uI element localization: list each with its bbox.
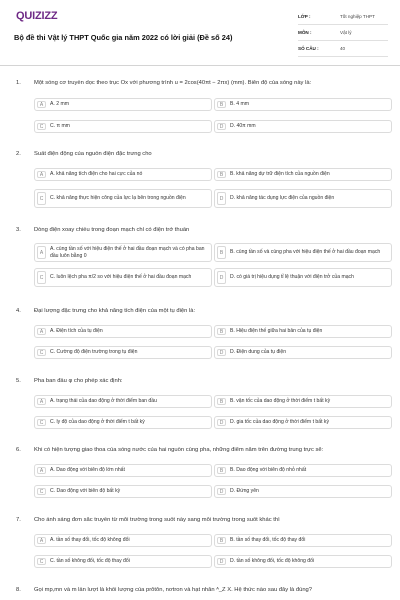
option-letter: B [217, 328, 226, 335]
meta-value: 40 [340, 46, 346, 51]
option-text: A. tần số thay đổi, tốc độ không đổi [50, 537, 130, 544]
option-letter: B [217, 398, 226, 405]
option-d[interactable] [214, 346, 392, 359]
option-text: B. Dao động với biên độ nhỏ nhất [230, 467, 307, 474]
option-text: C. khả năng thực hiện công của lực lạ bên trong nguồn điện [50, 195, 186, 202]
question-text: Dòng điện xoay chiều trong đoạn mạch chỉ có điện trở thuần [34, 227, 190, 233]
meta-row-class [298, 11, 388, 25]
option-a[interactable] [34, 98, 212, 111]
option-a[interactable] [34, 464, 212, 477]
option-text: D. có giá trị hiệu dụng tỉ lệ thuận với điện trở của mạch [230, 274, 354, 281]
option-letter: C [37, 123, 46, 130]
option-a[interactable] [34, 243, 212, 262]
question-text: Một sóng cơ truyền dọc theo trục Ox với phương trình u = 2cos(40πt − 2πx) (mm). Biên độ của sóng này là: [34, 80, 312, 86]
meta-value: Tốt nghiệp THPT [340, 14, 375, 19]
option-b[interactable] [214, 325, 392, 338]
option-text: B. vận tốc của dao động ở thời điểm t bất kỳ [230, 398, 331, 405]
option-c[interactable] [34, 189, 212, 208]
option-letter: B [217, 537, 226, 544]
question-text: Suất điện động của nguồn điện đặc trưng cho [34, 151, 152, 157]
option-text: C. π mm [50, 123, 70, 130]
option-c[interactable] [34, 120, 212, 133]
worksheet-meta [298, 11, 388, 59]
question-text: Khi có hiện tượng giao thoa của sóng nước của hai nguồn cùng pha, những điểm nằm trên đường trung trực sẽ: [34, 447, 324, 453]
option-letter: D [217, 558, 226, 565]
worksheet-header [0, 0, 400, 66]
option-letter: C [37, 419, 46, 426]
option-letter: D [217, 419, 226, 426]
option-a[interactable] [34, 534, 212, 547]
option-b[interactable] [214, 98, 392, 111]
option-letter: A [37, 467, 46, 474]
option-text: D. 40π mm [230, 123, 256, 130]
option-a[interactable] [34, 395, 212, 408]
option-d[interactable] [214, 555, 392, 568]
option-a[interactable] [34, 168, 212, 181]
question-number: 1. [16, 80, 21, 86]
option-text: C. luôn lệch pha π/2 so với hiệu điện thế ở hai đầu đoạn mạch [50, 274, 192, 281]
option-letter: B [217, 467, 226, 474]
question-number: 8. [16, 587, 21, 593]
option-d[interactable] [214, 189, 392, 208]
question-text: Pha ban đầu φ cho phép xác định: [34, 378, 123, 384]
option-b[interactable] [214, 464, 392, 477]
option-d[interactable] [214, 120, 392, 133]
option-text: B. cùng tần số và cùng pha với hiệu điện thế ở hai đầu đoạn mạch [230, 249, 381, 256]
option-letter: C [37, 192, 46, 205]
option-letter: A [37, 246, 46, 259]
option-letter: A [37, 328, 46, 335]
option-text: D. tần số không đổi, tốc độ không đổi [230, 558, 315, 565]
question-number: 4. [16, 308, 21, 314]
worksheet-title: Bộ đề thi Vật lý THPT Quốc gia năm 2022 có lời giải (Đề số 24) [14, 33, 233, 42]
option-letter: D [217, 349, 226, 356]
option-text: A. trạng thái của dao động ở thời điểm ban đầu [50, 398, 157, 405]
option-text: A. Điện tích của tụ điện [50, 328, 103, 335]
option-text: C. Cường độ điện trường trong tụ điện [50, 349, 138, 356]
option-letter: D [217, 271, 226, 284]
meta-value: Vật lý [340, 30, 352, 35]
meta-row-subject [298, 27, 388, 41]
option-text: A. 2 mm [50, 101, 69, 108]
meta-label: MÔN : [298, 30, 312, 35]
option-c[interactable] [34, 268, 212, 287]
quizizz-logo: QUIZIZZ [16, 10, 58, 22]
option-text: C. ly độ của dao động ở thời điểm t bất kỳ [50, 419, 145, 426]
option-b[interactable] [214, 395, 392, 408]
option-d[interactable] [214, 485, 392, 498]
option-letter: B [217, 101, 226, 108]
option-letter: C [37, 349, 46, 356]
option-text: C. Dao động với biên độ bất kỳ [50, 488, 121, 495]
meta-label: LỚP : [298, 14, 311, 19]
option-letter: C [37, 558, 46, 565]
option-text: B. khả năng dự trữ điện tích của nguồn điện [230, 171, 330, 178]
option-text: A. cùng tần số với hiệu điện thế ở hai đầu đoạn mạch và có pha ban đầu luôn bằng 0 [50, 246, 205, 259]
question-text: Cho ánh sáng đơn sắc truyền từ môi trường trong suốt này sang môi trường trong suốt khác thì [34, 517, 280, 523]
option-text: B. 4 mm [230, 101, 249, 108]
question-number: 3. [16, 227, 21, 233]
option-c[interactable] [34, 555, 212, 568]
option-c[interactable] [34, 346, 212, 359]
option-d[interactable] [214, 268, 392, 287]
option-letter: A [37, 101, 46, 108]
option-letter: D [217, 488, 226, 495]
option-letter: C [37, 271, 46, 284]
option-letter: C [37, 488, 46, 495]
option-letter: B [217, 171, 226, 178]
option-text: A. Dao động với biên độ lớn nhất [50, 467, 125, 474]
question-text: Gọi mp,mn và m lần lượt là khối lượng của prôtôn, nơtron và hạt nhân ᴬ_Z X. Hệ thức nào sau đây là đúng? [34, 587, 312, 593]
option-b[interactable] [214, 243, 392, 262]
question-text: Đại lượng đặc trưng cho khả năng tích điện của một tụ điện là: [34, 308, 196, 314]
option-text: D. Đứng yên [230, 488, 259, 495]
question-number: 7. [16, 517, 21, 523]
option-text: D. Điện dung của tụ điện [230, 349, 287, 356]
option-b[interactable] [214, 168, 392, 181]
option-letter: B [217, 246, 226, 259]
option-text: A. khả năng tích điện cho hai cực của nó [50, 171, 143, 178]
meta-label: SỐ CÂU : [298, 46, 319, 51]
meta-row-question-count [298, 43, 388, 57]
question-number: 5. [16, 378, 21, 384]
option-letter: A [37, 171, 46, 178]
option-text: C. tần số không đổi, tốc độ thay đổi [50, 558, 130, 565]
option-b[interactable] [214, 534, 392, 547]
option-text: D. gia tốc của dao động ở thời điểm t bất kỳ [230, 419, 329, 426]
option-text: B. Hiệu điện thế giữa hai bản của tụ điện [230, 328, 323, 335]
option-c[interactable] [34, 485, 212, 498]
option-letter: D [217, 192, 226, 205]
option-letter: D [217, 123, 226, 130]
question-number: 2. [16, 151, 21, 157]
option-c[interactable] [34, 416, 212, 429]
option-d[interactable] [214, 416, 392, 429]
option-letter: A [37, 398, 46, 405]
question-number: 6. [16, 447, 21, 453]
option-text: B. tần số thay đổi, tốc độ thay đổi [230, 537, 306, 544]
option-letter: A [37, 537, 46, 544]
option-a[interactable] [34, 325, 212, 338]
option-text: D. khả năng tác dụng lực điện của nguồn điện [230, 195, 335, 202]
